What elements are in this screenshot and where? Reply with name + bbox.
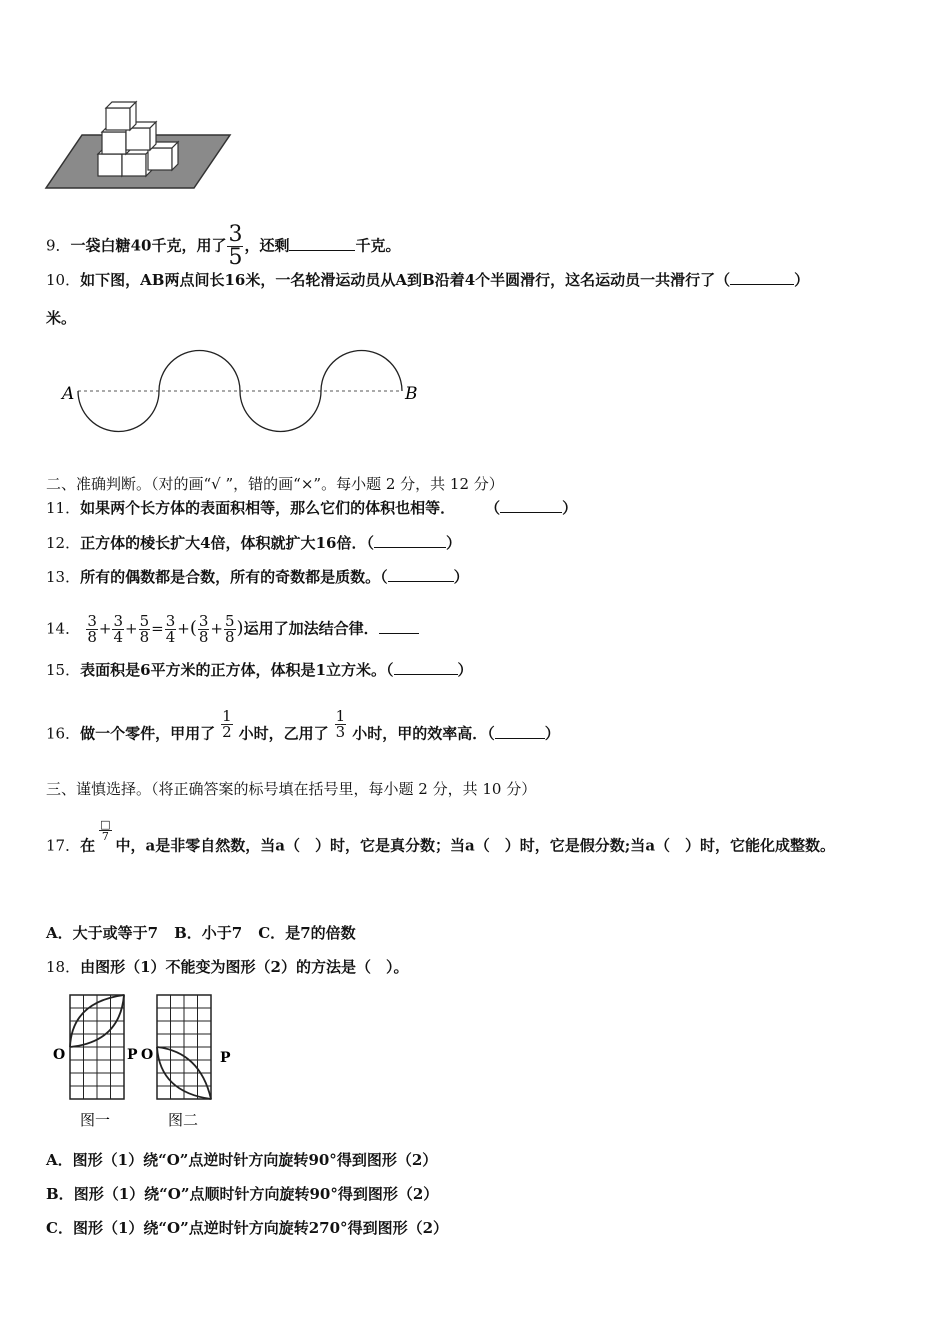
grid-one — [70, 995, 124, 1099]
answer-blank-13[interactable] — [388, 567, 454, 582]
fraction-1-3: $\frac{1}{3}$ — [335, 707, 346, 741]
option-c[interactable]: C．是7的倍数 — [258, 924, 356, 942]
question-10: 10．如下图，AB两点间长16米，一名轮滑运动员从A到B沿着4个半圆滑行，这名运动员一共滑行了（ ） — [46, 271, 810, 289]
answer-blank-9[interactable] — [289, 236, 355, 251]
caption-figure-2: 图二 — [168, 1111, 199, 1129]
answer-blank-10[interactable] — [730, 270, 794, 285]
question-17-options — [46, 923, 356, 943]
label-p-1: P — [127, 1047, 138, 1063]
question-11: 11．如果两个长方体的表面积相等，那么它们的体积也相等． （ ） — [46, 499, 578, 517]
label-a: A — [62, 384, 75, 404]
fraction: $\frac{3}{4}$ — [113, 612, 123, 646]
answer-blank-16[interactable] — [495, 724, 545, 739]
answer-blank-11[interactable] — [500, 498, 562, 513]
question-10-continued: 米。 — [46, 309, 77, 327]
section-2-title: 二、准确判断。（对的画“√ ”，错的画“×”。每小题 2 分，共 12 分） — [46, 475, 504, 493]
fraction: $\frac{3}{8}$ — [87, 612, 97, 646]
option-a[interactable]: A．大于或等于7 — [46, 924, 159, 942]
fraction: $\frac{5}{8}$ — [224, 612, 235, 646]
fraction-3-5: $\frac{3}{5}$ — [228, 222, 243, 270]
fraction-1-2: $\frac{1}{2}$ — [222, 707, 232, 741]
label-o-2: O — [141, 1047, 154, 1063]
question-18: 18．由图形（1）不能变为图形（2）的方法是（ ）。 — [46, 958, 409, 976]
answer-blank-15[interactable] — [394, 660, 458, 675]
semicircle-path-figure — [56, 346, 436, 440]
fraction: $\frac{3}{4}$ — [165, 612, 176, 646]
fraction: $\frac{3}{8}$ — [198, 612, 209, 646]
q18-option-a[interactable]: A．图形（1）绕“O”点逆时针方向旋转90°得到图形（2） — [46, 1151, 438, 1169]
label-o-1: O — [53, 1047, 66, 1063]
q18-option-c[interactable]: C．图形（1）绕“O”点逆时针方向旋转270°得到图形（2） — [46, 1219, 449, 1237]
q18-option-b[interactable]: B．图形（1）绕“O”点顺时针方向旋转90°得到图形（2） — [46, 1185, 439, 1203]
question-13: 13．所有的偶数都是合数，所有的奇数都是质数。（ ） — [46, 568, 469, 586]
grid-figures — [50, 992, 240, 1132]
question-16: 16．做一个零件，甲用了 $\frac{1}{2}$ 小时，乙用了 $\frac{1}{3}$ 小时，甲的效率高．（ ） — [46, 707, 560, 743]
label-b: B — [405, 384, 418, 404]
cube-stack-figure — [44, 98, 234, 192]
grid-two — [157, 995, 211, 1099]
question-12: 12．正方体的棱长扩大4倍，体积就扩大16倍．（ ） — [46, 534, 461, 552]
question-9: 9．一袋白糖40千克，用了 $\frac{3}{5}$ ，还剩 千克。 — [46, 222, 401, 270]
label-p-2: P — [220, 1050, 231, 1066]
answer-blank-14[interactable] — [379, 619, 419, 634]
caption-figure-1: 图一 — [80, 1111, 111, 1129]
section-3-title: 三、谨慎选择。（将正确答案的标号填在括号里，每小题 2 分，共 10 分） — [46, 780, 537, 798]
option-b[interactable]: B．小于7 — [174, 924, 243, 942]
answer-blank-12[interactable] — [374, 533, 446, 548]
question-17: 17．在 $\frac{□}{7}$ 中，a是非零自然数，当a（ ）时，它是真分数；当a（ ）时，它是假分数;当a（ ）时，它能化成整数。 — [46, 818, 836, 855]
fraction-box-over-7: $\frac{□}{7}$ — [100, 818, 111, 843]
fraction: $\frac{5}{8}$ — [139, 612, 150, 646]
question-14: 14． $\frac{3}{8}$ + $\frac{3}{4}$ + $\frac{5}{8}$ = $\frac{3}{4}$ +( $\frac{3}{8}$ + $\frac{5}{8}$ )运用了加法结合律． — [46, 614, 419, 645]
question-15: 15．表面积是6平方米的正方体，体积是1立方米。（ ） — [46, 661, 473, 679]
